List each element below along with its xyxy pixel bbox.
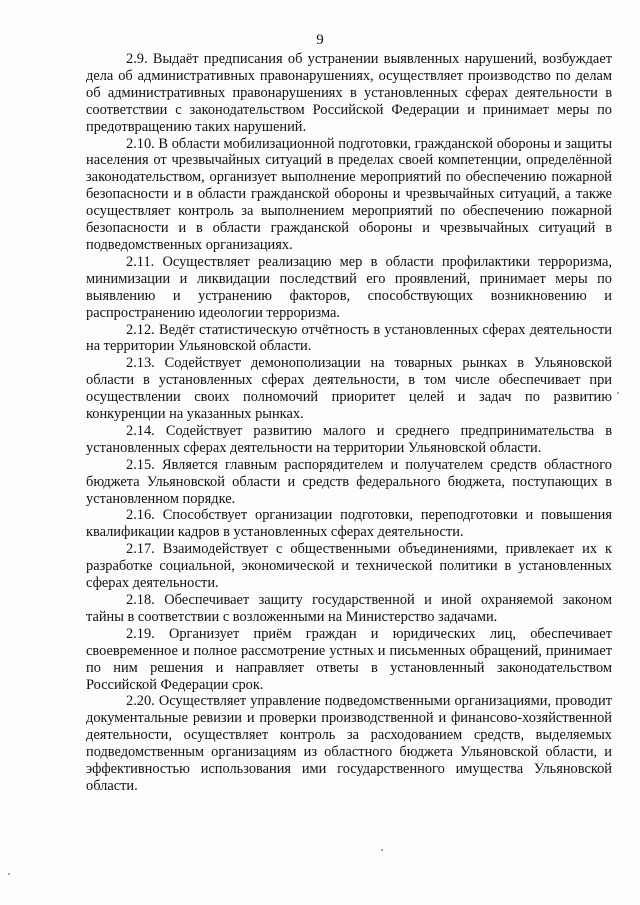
- paragraph-2-14: 2.14. Содействует развитию малого и среднего предпринимательства в установленных сферах деятельности на территории Ульяновской области.: [86, 422, 612, 456]
- paragraph-2-18: 2.18. Обеспечивает защиту государственной и иной охраняемой законом тайны в соответствии с возложенными на Министерство задачами.: [86, 592, 612, 625]
- paragraph-2-13: 2.13. Содействует демонополизации на товарных рынках в Ульяновской области в установленных сферах деятельности, в том числе обеспечивает при осуществлении своих полномочий приоритет целей и задач по развитию конкуренции на указанных рынках.: [86, 355, 612, 423]
- scan-speck: [617, 392, 619, 394]
- paragraph-2-19: 2.19. Организует приём граждан и юридических лиц, обеспечивает своевременное и полное рассмотрение устных и письменных обращений, принимает по ним решения и направляет ответы в установленный законодательством Российской Федерации срок.: [86, 625, 612, 693]
- paragraph-2-17: 2.17. Взаимодействует с общественными объединениями, привлекает их к разработке социальной, экономической и технической политики в установленных сферах деятельности.: [86, 541, 612, 592]
- paragraph-2-9: 2.9. Выдаёт предписания об устранении выявленных нарушений, возбуждает дела об административных правонарушениях, осуществляет производство по делам об административных правонарушениях в установленных сферах деятельности в соответствии с законодательством Российской Федерации и принимает меры по предотвращению таких нарушений.: [86, 51, 612, 135]
- paragraph-2-11: 2.11. Осуществляет реализацию мер в области профилактики терроризма, минимизации и ликвидации последствий его проявлений, принимает меры по выявлению и устранению факторов, способствующих возникновению и распространению идеологии терроризма.: [86, 253, 612, 321]
- document-body: [86, 51, 612, 795]
- scan-speck: [8, 873, 10, 875]
- paragraph-2-12: 2.12. Ведёт статистическую отчётность в установленных сферах деятельности на территории Ульяновской области.: [86, 321, 612, 355]
- paragraph-2-10: 2.10. В области мобилизационной подготовки, гражданской обороны и защиты населения от чрезвычайных ситуаций в пределах своей компетенции, определённой законодательством, организует выполнение мероприятий по обеспечению пожарной безопасности и в области гражданской обороны и чрезвычайных ситуаций, а также осуществляет контроль за выполнением мероприятий по обеспечению пожарной безопасности и в области гражданской обороны и чрезвычайных ситуаций в подведомственных организациях.: [86, 135, 612, 253]
- paragraph-2-20: 2.20. Осуществляет управление подведомственными организациями, проводит документальные ревизии и проверки производственной и финансово-хозяйственной деятельности, осуществляет контроль за расходованием средств, выделяемых подведомственным организациям из областного бюджета Ульяновской области, и эффективностью использования ими государственного имущества Ульяновской области.: [86, 693, 612, 794]
- paragraph-2-16: 2.16. Способствует организации подготовки, переподготовки и повышения квалификации кадров в установленных сферах деятельности.: [86, 507, 612, 541]
- scan-speck: [381, 849, 383, 851]
- page-number: 9: [316, 32, 324, 48]
- paragraph-2-15: 2.15. Является главным распорядителем и получателем средств областного бюджета Ульяновской области и средств федерального бюджета, поступающих в установленном порядке.: [86, 456, 612, 507]
